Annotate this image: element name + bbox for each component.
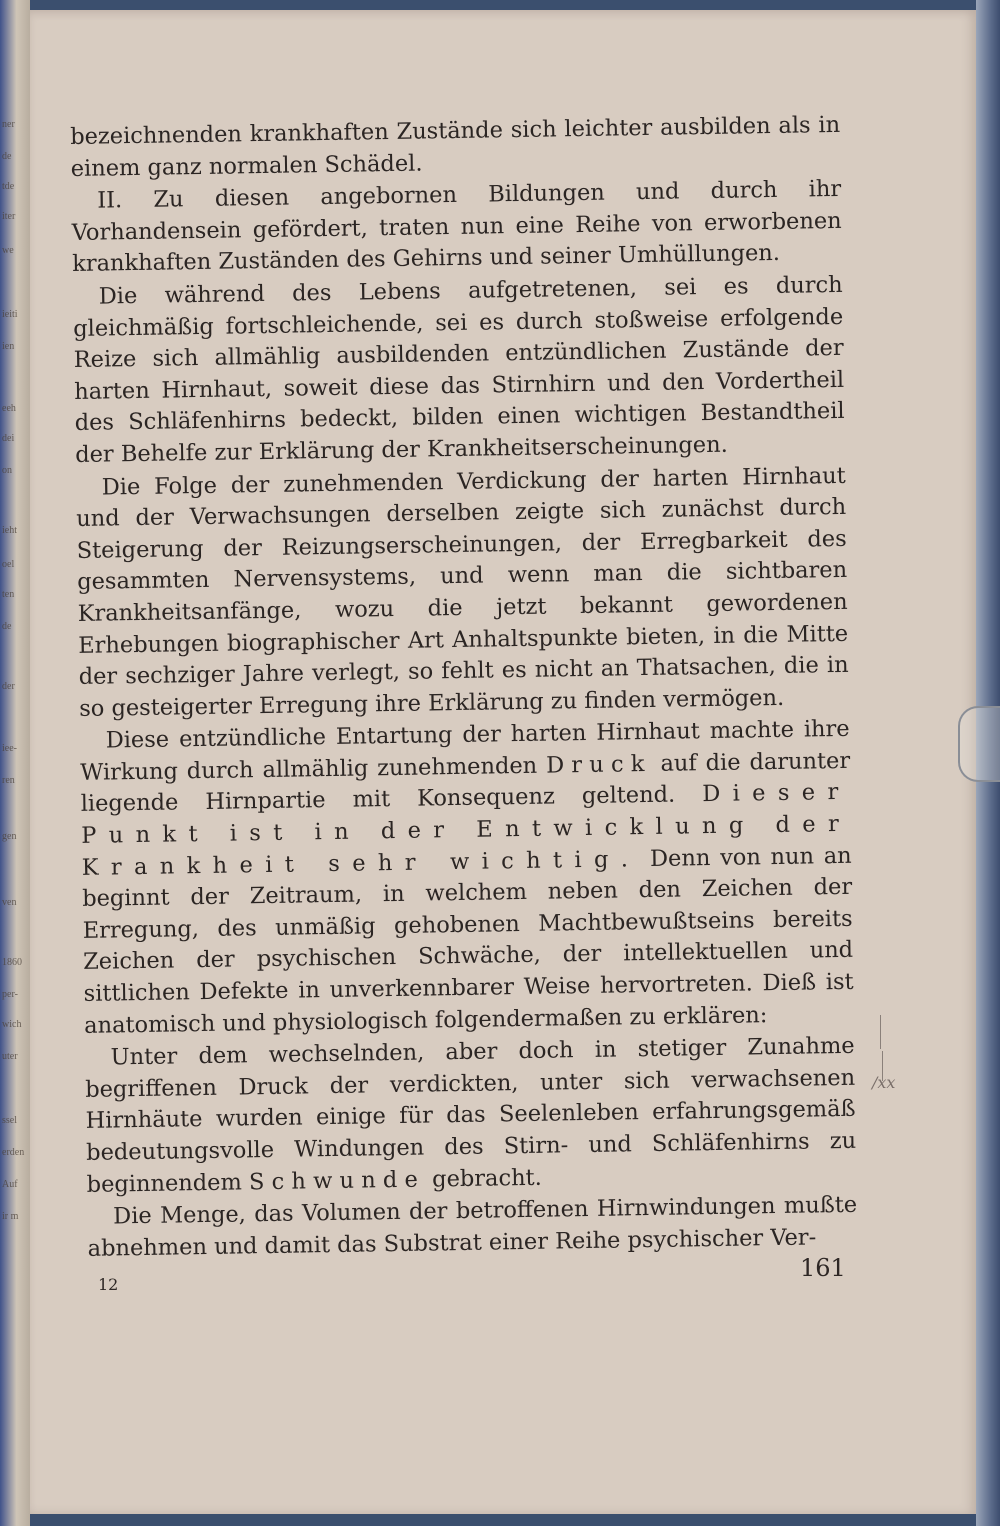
spine-fragment: ner: [2, 119, 15, 130]
emphasized-text: Dieser Punkt ist in der Entwicklung der Krankheit sehr wichtig.: [81, 779, 852, 881]
spine-fragment: erden: [2, 1147, 25, 1158]
page-text-block: [70, 110, 858, 1266]
emphasized-text: Schwunde: [248, 1166, 426, 1195]
spine-fragment: ieht: [2, 525, 17, 536]
spine-fragment: ven: [2, 897, 17, 908]
page-number: 161: [800, 1254, 846, 1282]
page-clip-tab: [958, 706, 1000, 782]
spine-fragment: Auf: [2, 1179, 18, 1190]
pencil-stroke: [880, 1015, 881, 1049]
spine-fragment: uter: [2, 1051, 18, 1062]
spine-fragment: ren: [2, 775, 15, 786]
paragraph-text: Denn von nun an beginnt der Zeitraum, in welchem neben den Zeichen der Erregung, des unmäßig gehobenen Machtbewußtseins bereits Zeichen der psychischen Schwäche, der intellektuellen und sittlichen Defekte in unverkennbarer Weise hervortreten. Dieß ist anatomisch und physiologisch folgendermaßen zu erklären:: [82, 842, 854, 1039]
spine-fragment: we: [2, 245, 14, 256]
emphasized-text: Druck: [545, 750, 652, 779]
pencil-margin-marks: [862, 1015, 910, 1105]
spine-fragment: tde: [2, 181, 15, 192]
spine-fragment: oel: [2, 559, 15, 570]
paragraph: Die während des Lebens aufgetretenen, sei es durch gleichmäßig fortschleichende, sei es durch stoßweise erfolgende Reize sich allmählig ausbildenden entzündlichen Zustände der harten Hirnhaut, soweit diese das Stirnhirn und den Vordertheil des Schläfenhirns bedeckt, bilden einen wichtigen Bestandtheil der Behelfe zur Erklärung der Krankheitserscheinungen.: [73, 271, 845, 468]
spine-fragment: dei: [2, 433, 15, 444]
book-spine-gutter: [0, 0, 30, 1526]
spine-fragment: de: [2, 151, 12, 162]
paragraph-text: Diese entzündliche Entartung der harten Hirnhaut machte ihre Wirkung durch allmählig zunehmenden: [80, 716, 850, 786]
spine-fragment: on: [2, 465, 12, 476]
adjacent-page-fragments: [2, 120, 24, 1270]
spine-fragment: per-: [2, 989, 18, 1000]
margin-note: /xx: [872, 1073, 896, 1092]
spine-fragment: ien: [2, 341, 15, 352]
paragraph-text: gebracht.: [424, 1164, 542, 1193]
spine-fragment: de: [2, 621, 12, 632]
paragraph-text: auf die darunter liegende Hirnpartie mit Konsequenz geltend.: [80, 747, 851, 818]
paragraph-text: Unter dem wechselnden, aber doch in stetiger Zunahme begriffenen Druck der verdickten, unter sich verwachsenen Hirnhäute wurden einige für das Seelenleben erfahrungsgemäß bedeutungsvolle Windungen des Stirn- und Schläfenhirns zu beginnendem: [84, 1033, 857, 1198]
spine-fragment: eeh: [2, 403, 16, 414]
spine-fragment: gen: [2, 831, 17, 842]
spine-fragment: ssel: [2, 1115, 17, 1126]
paragraph: [84, 1031, 856, 1201]
signature-mark: 12: [98, 1275, 119, 1294]
spine-fragment: 1860: [2, 957, 22, 968]
spine-fragment: iee-: [2, 743, 17, 754]
paragraph: [79, 714, 854, 1042]
spine-fragment: ieiti: [2, 309, 18, 320]
paragraph: II. Zu diesen angebornen Bildungen und durch ihr Vorhandensein gefördert, traten nun eine Reihe von erworbenen krankhaften Zuständen des Gehirns und seiner Umhüllungen.: [71, 176, 842, 278]
paragraph: bezeichnenden krankhaften Zustände sich leichter ausbilden als in einem ganz normalen Schädel.: [70, 111, 841, 182]
spine-fragment: der: [2, 681, 15, 692]
paragraph: Die Menge, das Volumen der betroffenen Hirnwindungen mußte abnehmen und damit das Substrat einer Reihe psychischer Ver-: [87, 1191, 858, 1262]
spine-fragment: wich: [2, 1019, 22, 1030]
paragraph: Die Folge der zunehmenden Verdickung der harten Hirnhaut und der Verwachsungen derselben zeigte sich zunächst durch Steigerung der Reizungserscheinungen, der Erregbarkeit des gesammten Nervensystems, und wenn man die sichtbaren Krankheitsanfänge, wozu die jetzt bekannt gewordenen Erhebungen biographischer Art Anhaltspunkte bieten, in die Mitte der sechziger Jahre verlegt, so fehlt es nicht an Thatsachen, die in so gesteigerter Erregung ihre Erklärung zu finden vermögen.: [76, 462, 849, 722]
spine-fragment: iter: [2, 211, 16, 222]
spine-fragment: ir m: [2, 1211, 19, 1222]
spine-fragment: ten: [2, 589, 15, 600]
